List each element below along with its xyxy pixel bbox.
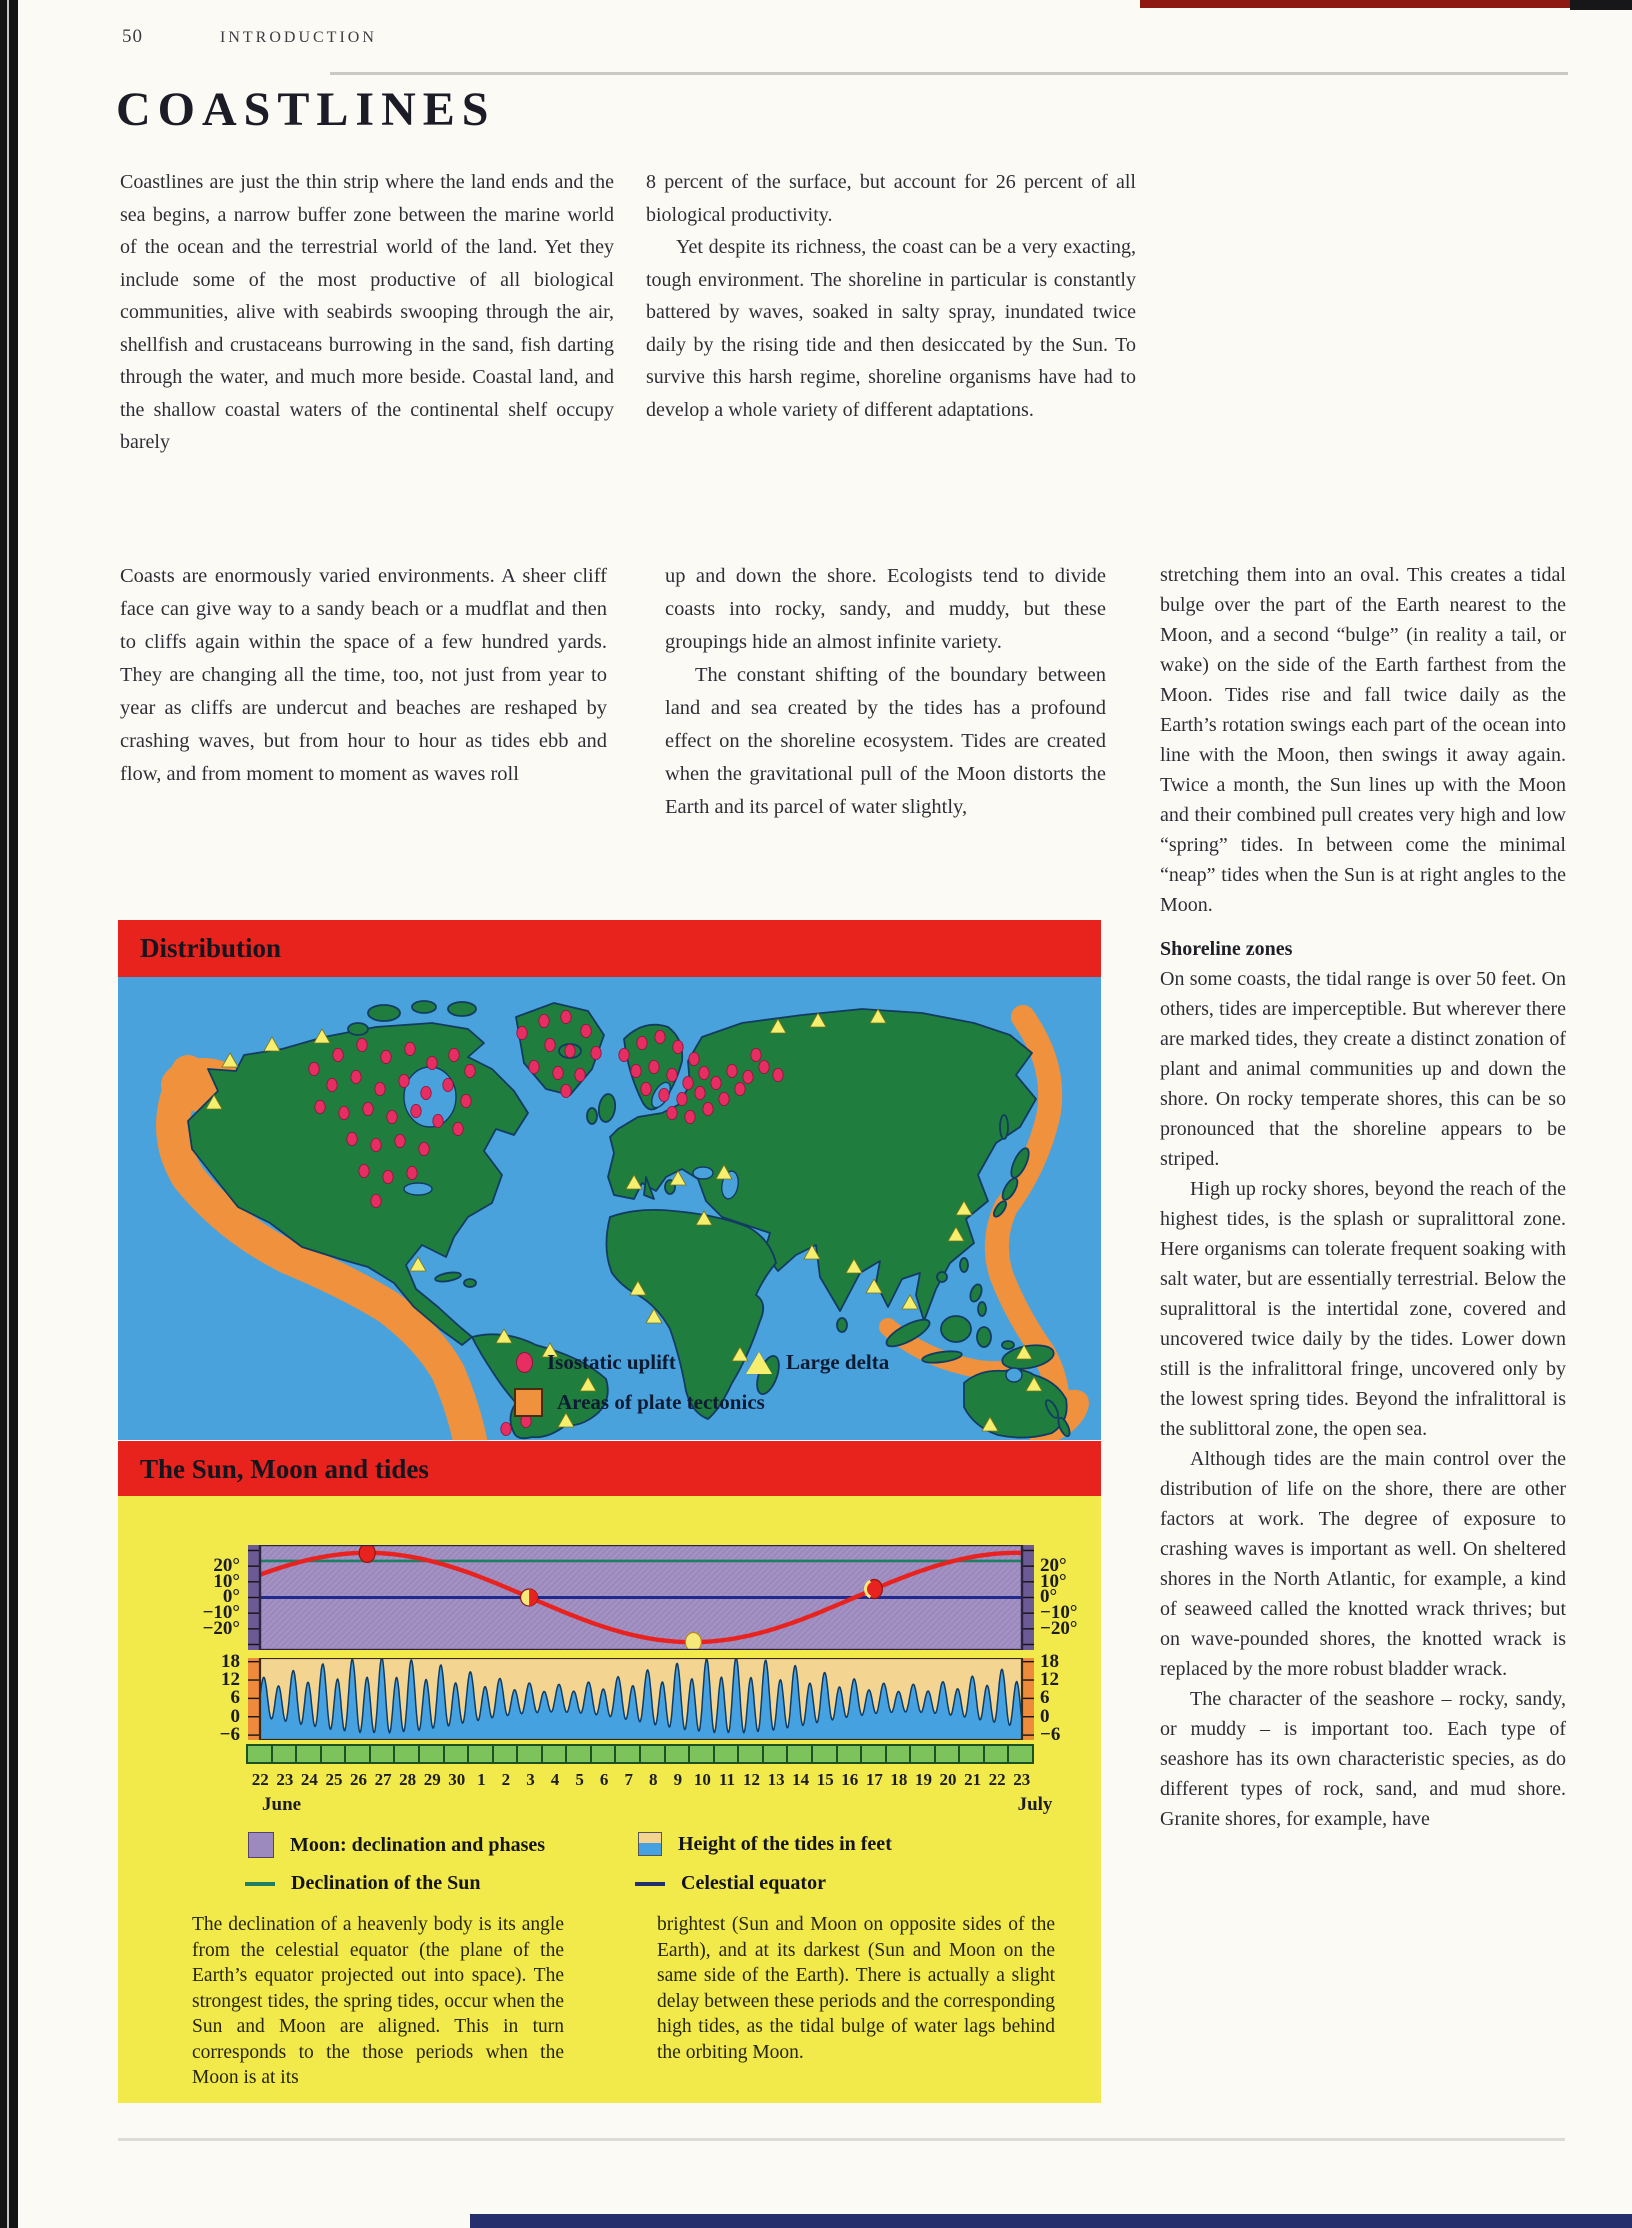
- map-legend-delta: [746, 1350, 889, 1375]
- day-cell: [983, 1744, 1010, 1764]
- tick-label: −20°: [202, 1617, 240, 1639]
- day-cell: [885, 1744, 912, 1764]
- uplift-dot: [433, 1114, 443, 1127]
- tide-ticks-left: [178, 1650, 240, 1768]
- map-legend-label: Isostatic uplift: [547, 1350, 676, 1374]
- uplift-dot: [395, 1134, 405, 1147]
- uplift-dot: [405, 1042, 415, 1055]
- uplift-dot: [545, 1038, 555, 1051]
- uplift-dot: [759, 1060, 769, 1073]
- uplift-dot: [357, 1038, 367, 1051]
- date-label: 6: [599, 1770, 609, 1789]
- uplift-dot: [773, 1068, 783, 1081]
- date-label: 12: [743, 1770, 761, 1789]
- date-label: 30: [448, 1770, 466, 1789]
- day-cell: [320, 1744, 347, 1764]
- day-cell: [688, 1744, 715, 1764]
- uplift-dot: [641, 1082, 651, 1095]
- map-legend-uplift: [516, 1350, 676, 1375]
- uplift-dot: [443, 1078, 453, 1091]
- black-sea: [693, 1167, 713, 1179]
- uplift-dot: [427, 1056, 437, 1069]
- day-cell: [344, 1744, 371, 1764]
- uplift-dot: [383, 1170, 393, 1183]
- date-label: 11: [718, 1770, 735, 1789]
- uplift-dot: [333, 1048, 343, 1061]
- day-cell: [271, 1744, 298, 1764]
- day-cell: [1007, 1744, 1034, 1764]
- uplift-dot: [581, 1024, 591, 1037]
- uplift-dot: [553, 1066, 563, 1079]
- declination-ticks-left: [178, 1545, 240, 1655]
- date-label: 4: [550, 1770, 560, 1789]
- day-cell: [713, 1744, 740, 1764]
- tick-label: 20°: [213, 1555, 240, 1577]
- uplift-dot: [517, 1026, 527, 1039]
- adjacent-page-navy-strip: [470, 2214, 1632, 2228]
- delta-triangle-icon: [746, 1352, 772, 1374]
- uplift-dot: [381, 1050, 391, 1063]
- moon-swatch-icon: [248, 1832, 274, 1858]
- uplift-dot: [561, 1084, 571, 1097]
- intro-paragraph: Coastlines are just the thin strip where the land ends and the sea begins, a narrow buffer zone between the marine world of the ocean and the terrestrial world of the land. Yet they include some of the most productive of all biological communities, alive with seabirds swooping through the air, shellfish and crustaceans burrowing in the sand, fish darting through the water, and much more beside. Coastal land, and the shallow coastal waters of the continental shelf occupy barely: [120, 171, 614, 453]
- paragraph: Coasts are enormously varied environments. A sheer cliff face can give way to a sandy beach or a mudflat and then to cliffs again within the space of a few hundred yards. They are changing all the time, too, not just from year to year as cliffs are undercut and beaches are reshaped by crashing waves, but from hour to hour as tides ebb and flow, and from moment to moment as waves roll: [120, 565, 607, 785]
- declination-chart: [246, 1545, 1036, 1650]
- legend-sun: [245, 1872, 480, 1895]
- date-label: 3: [526, 1770, 535, 1789]
- day-cell: [492, 1744, 519, 1764]
- day-cell: [934, 1744, 961, 1764]
- day-cell: [590, 1744, 617, 1764]
- paragraph: up and down the shore. Ecologists tend to divide coasts into rocky, sandy, and muddy, but these groupings hide an almost infinite variety.: [665, 565, 1106, 653]
- uplift-dot: [751, 1048, 761, 1061]
- tick-label: −6: [1040, 1724, 1061, 1746]
- uplift-dot: [399, 1074, 409, 1087]
- uplift-dot: [565, 1044, 575, 1057]
- paragraph: High up rocky shores, beyond the reach of the highest tides, is the splash or supralittoral zone. Here organisms can tolerate frequent soaking with salt water, but are essentially terrestrial. Below the supralittoral is the intertidal zone, covered and uncovered twice daily by the tides. Lower down still is the infralittoral fringe, uncovered only by the lowest spring tides. Beyond the infralittoral is the sublittoral zone, the open sea.: [1160, 1178, 1566, 1440]
- paragraph: Although tides are the main control over the distribution of life on the shore, there are other factors at work. The degree of exposure to crashing waves is important as well. On sheltered shores in the North Atlantic, for example, a kind of seaweed called the knotted wrack thrives; but on wave-pounded shores, the knotted wrack is replaced by the more robust bladder wrack.: [1160, 1448, 1566, 1680]
- day-cell: [516, 1744, 543, 1764]
- uplift-dot: [315, 1100, 325, 1113]
- uplift-dot: [363, 1102, 373, 1115]
- date-label: 15: [816, 1770, 834, 1789]
- page-title: COASTLINES: [116, 83, 496, 136]
- uplift-dot: [449, 1048, 459, 1061]
- uplift-dot: [719, 1092, 729, 1105]
- tick-label: 0: [1040, 1705, 1050, 1727]
- uplift-dot: [465, 1064, 475, 1077]
- uplift-dot: [735, 1082, 745, 1095]
- day-cell: [614, 1744, 641, 1764]
- map-panel-title: Distribution: [140, 933, 282, 963]
- uplift-dot: [371, 1194, 381, 1207]
- tick-label: −20°: [1040, 1617, 1078, 1639]
- uplift-dot: [347, 1132, 357, 1145]
- day-cell: [786, 1744, 813, 1764]
- uplift-dot: [339, 1106, 349, 1119]
- uplift-dot: [683, 1076, 693, 1089]
- uplift-dot: [575, 1068, 585, 1081]
- date-label: 20: [939, 1770, 957, 1789]
- tick-label: 18: [1040, 1650, 1059, 1672]
- tick-label: 0°: [222, 1586, 240, 1608]
- intro-paragraph: Yet despite its richness, the coast can be a very exacting, tough environment. The shoreline in particular is constantly battered by waves, soaked in salty spray, inundated twice daily by the rising tide and then desiccated by the Sun. To survive this harsh regime, shoreline organisms have had to develop a whole variety of different adaptations.: [646, 236, 1136, 421]
- uplift-dot: [371, 1138, 381, 1151]
- paragraph: The character of the seashore – rocky, sandy, or muddy – is important too. Each type of seashore has its own characteristic species, as do different types of rock, sand, and mud shore. Granite shores, for example, have: [1160, 1688, 1566, 1830]
- day-cell: [737, 1744, 764, 1764]
- uplift-dot: [387, 1110, 397, 1123]
- date-label: 27: [374, 1770, 392, 1789]
- uplift-dot: [677, 1092, 687, 1105]
- tide-panel-title: The Sun, Moon and tides: [140, 1454, 429, 1484]
- uplift-dot: [649, 1060, 659, 1073]
- month-label-july: July: [1017, 1794, 1053, 1815]
- uplift-dot: [461, 1094, 471, 1107]
- day-cell: [369, 1744, 396, 1764]
- date-label: 22: [988, 1770, 1006, 1789]
- legend-label: Celestial equator: [681, 1872, 826, 1894]
- paragraph: On some coasts, the tidal range is over 50 feet. On others, tides are imperceptible. But wherever there are marked tides, they create a distinct zonation of plant and animal communities up and down the shore. On rocky temperate shores, this can be so pronounced that the shoreline appears to be striped.: [1160, 968, 1566, 1170]
- uplift-dot: [407, 1166, 417, 1179]
- tick-label: −10°: [202, 1602, 240, 1624]
- day-cell: [541, 1744, 568, 1764]
- tick-label: 20°: [1040, 1555, 1067, 1577]
- date-label: 28: [399, 1770, 417, 1789]
- adjacent-page-red-strip: [1140, 0, 1572, 8]
- intro-paragraph: 8 percent of the surface, but account for 26 percent of all biological productivity.: [646, 171, 1136, 226]
- day-cell: [443, 1744, 470, 1764]
- map-panel-header: [118, 920, 1101, 977]
- date-axis-labels: [248, 1770, 1034, 1790]
- uplift-dot: [375, 1082, 385, 1095]
- legend-label: Moon: declination and phases: [290, 1833, 546, 1856]
- uplift-dot: [655, 1030, 665, 1043]
- tick-label: 10°: [1040, 1570, 1067, 1592]
- tide-caption-left: The declination of a heavenly body is its angle from the celestial equator (the plane of the Earth’s equator projected out into space). The strongest tides, the spring tides, occur when the Sun and Moon are aligned. This in turn corresponds to the those periods when the Moon is at its: [192, 1914, 564, 2088]
- uplift-dot: [673, 1040, 683, 1053]
- date-label: 7: [624, 1770, 633, 1789]
- date-label: 29: [423, 1770, 441, 1789]
- day-cell: [393, 1744, 420, 1764]
- uplift-dot: [667, 1106, 677, 1119]
- date-label: 8: [649, 1770, 658, 1789]
- day-cell: [295, 1744, 322, 1764]
- uplift-dot-icon: [516, 1352, 533, 1373]
- adjacent-page-black-strip: [1570, 0, 1632, 10]
- paragraph: The constant shifting of the boundary between land and sea created by the tides has a profound effect on the shoreline ecosystem. Tides are created when the gravitational pull of the Moon distorts the Earth and its parcel of water slightly,: [665, 664, 1106, 818]
- intro-column-1: [120, 166, 614, 459]
- uplift-dot: [327, 1078, 337, 1091]
- tide-swatch-icon: [638, 1832, 662, 1856]
- date-label: 16: [841, 1770, 859, 1789]
- day-cell: [639, 1744, 666, 1764]
- day-cell: [565, 1744, 592, 1764]
- date-label: 24: [300, 1770, 318, 1789]
- uplift-dot: [351, 1070, 361, 1083]
- declination-ticks-right: [1040, 1545, 1102, 1655]
- day-cell: [467, 1744, 494, 1764]
- uplift-dot: [501, 1422, 511, 1435]
- tick-label: 10°: [213, 1570, 240, 1592]
- tide-panel-header: [118, 1441, 1101, 1498]
- day-cell: [836, 1744, 863, 1764]
- day-cell: [860, 1744, 887, 1764]
- uplift-dot: [667, 1068, 677, 1081]
- uplift-dot: [561, 1010, 571, 1023]
- day-cell: [418, 1744, 445, 1764]
- uplift-dot: [727, 1064, 737, 1077]
- date-label: 23: [276, 1770, 294, 1789]
- legend-equator: [635, 1872, 826, 1895]
- date-label: 1: [477, 1770, 486, 1789]
- tick-label: −10°: [1040, 1602, 1078, 1624]
- uplift-dot: [711, 1076, 721, 1089]
- uplift-dot: [411, 1104, 421, 1117]
- tick-label: −6: [219, 1724, 240, 1746]
- map-legend-tectonics: [514, 1388, 765, 1417]
- map-legend-label: Areas of plate tectonics: [557, 1390, 765, 1414]
- sun-line-icon: [245, 1882, 275, 1886]
- tide-ticks-right: [1040, 1650, 1102, 1768]
- subheading-shoreline-zones: Shoreline zones: [1160, 938, 1293, 960]
- tide-caption-right: brightest (Sun and Moon on opposite sides of the Earth), and at its darkest (Sun and Moon on the same side of the Earth). There is actually a slight delay between these periods and the corresponding high tides, as the tidal bulge of water lags behind the orbiting Moon.: [657, 1914, 1055, 2063]
- section-label: INTRODUCTION: [220, 29, 377, 46]
- legend-tides: [638, 1832, 892, 1856]
- text-column-3: [1160, 560, 1566, 1834]
- paragraph: stretching them into an oval. This creates a tidal bulge over the part of the Earth nearest to the Moon, and a second “bulge” (in reality a tail, or wake) on the side of the Earth farthest from the Moon. Tides rise and fall twice daily as the Earth’s rotation swings each part of the ocean into line with the Moon, then swings it away again. Twice a month, the Sun lines up with the Moon and their combined pull creates very high and low “spring” tides. In between come the minimal “neap” tides when the Sun is at right angles to the Moon.: [1160, 564, 1566, 916]
- page-number: 50: [122, 26, 143, 47]
- day-cell: [811, 1744, 838, 1764]
- month-label-june: June: [262, 1794, 302, 1815]
- day-cell: [958, 1744, 985, 1764]
- date-label: 5: [575, 1770, 584, 1789]
- date-label: 10: [693, 1770, 711, 1789]
- date-label: 25: [325, 1770, 343, 1789]
- uplift-dot: [743, 1070, 753, 1083]
- date-label: 9: [673, 1770, 683, 1789]
- tick-label: 0: [230, 1705, 240, 1727]
- legend-moon: [248, 1832, 545, 1858]
- text-column-2: [665, 560, 1106, 824]
- page-spine-edge: [0, 0, 18, 2228]
- day-cell-strip: [248, 1744, 1034, 1764]
- uplift-dot: [419, 1142, 429, 1155]
- uplift-dot: [699, 1066, 709, 1079]
- uplift-dot: [689, 1052, 699, 1065]
- uplift-dot: [309, 1062, 319, 1075]
- borneo: [941, 1316, 971, 1342]
- uplift-dot: [591, 1046, 601, 1059]
- uplift-dot: [619, 1048, 629, 1061]
- tick-label: 0°: [1040, 1586, 1058, 1608]
- equator-line-icon: [635, 1882, 665, 1886]
- uplift-dot: [703, 1102, 713, 1115]
- intro-column-2: [646, 166, 1136, 426]
- uplift-dot: [637, 1036, 647, 1049]
- date-label: 18: [890, 1770, 908, 1789]
- tick-label: 18: [221, 1650, 240, 1672]
- uplift-dot: [631, 1064, 641, 1077]
- date-label: 26: [350, 1770, 368, 1789]
- spine-highlight: [7, 0, 9, 2228]
- date-label: 2: [501, 1770, 511, 1789]
- uplift-dot: [685, 1110, 695, 1123]
- day-cell: [246, 1744, 273, 1764]
- uplift-dot: [539, 1014, 549, 1027]
- tick-label: 12: [1040, 1669, 1059, 1691]
- date-label: 22: [251, 1770, 269, 1789]
- legend-label: Declination of the Sun: [291, 1872, 481, 1894]
- uplift-dot: [421, 1086, 431, 1099]
- date-label: 17: [865, 1770, 883, 1789]
- header-rule: [330, 72, 1568, 75]
- legend-label: Height of the tides in feet: [678, 1832, 892, 1855]
- uplift-dot: [659, 1088, 669, 1101]
- day-cell: [664, 1744, 691, 1764]
- day-cell: [909, 1744, 936, 1764]
- tick-label: 6: [1040, 1687, 1050, 1709]
- date-label: 21: [964, 1770, 982, 1789]
- date-label: 13: [767, 1770, 785, 1789]
- map-legend-label: Large delta: [786, 1350, 890, 1374]
- date-label: 23: [1013, 1770, 1031, 1789]
- tick-label: 12: [221, 1669, 240, 1691]
- tick-label: 6: [230, 1687, 240, 1709]
- uplift-dot: [453, 1122, 463, 1135]
- date-label: 14: [792, 1770, 810, 1789]
- tide-height-chart: [246, 1658, 1036, 1740]
- uplift-dot: [529, 1060, 539, 1073]
- tectonics-square-icon: [514, 1388, 543, 1417]
- footer-rule: [118, 2138, 1565, 2141]
- day-cell: [762, 1744, 789, 1764]
- uplift-dot: [695, 1086, 705, 1099]
- date-label: 19: [914, 1770, 932, 1789]
- uplift-dot: [359, 1164, 369, 1177]
- text-column-1: [120, 560, 607, 791]
